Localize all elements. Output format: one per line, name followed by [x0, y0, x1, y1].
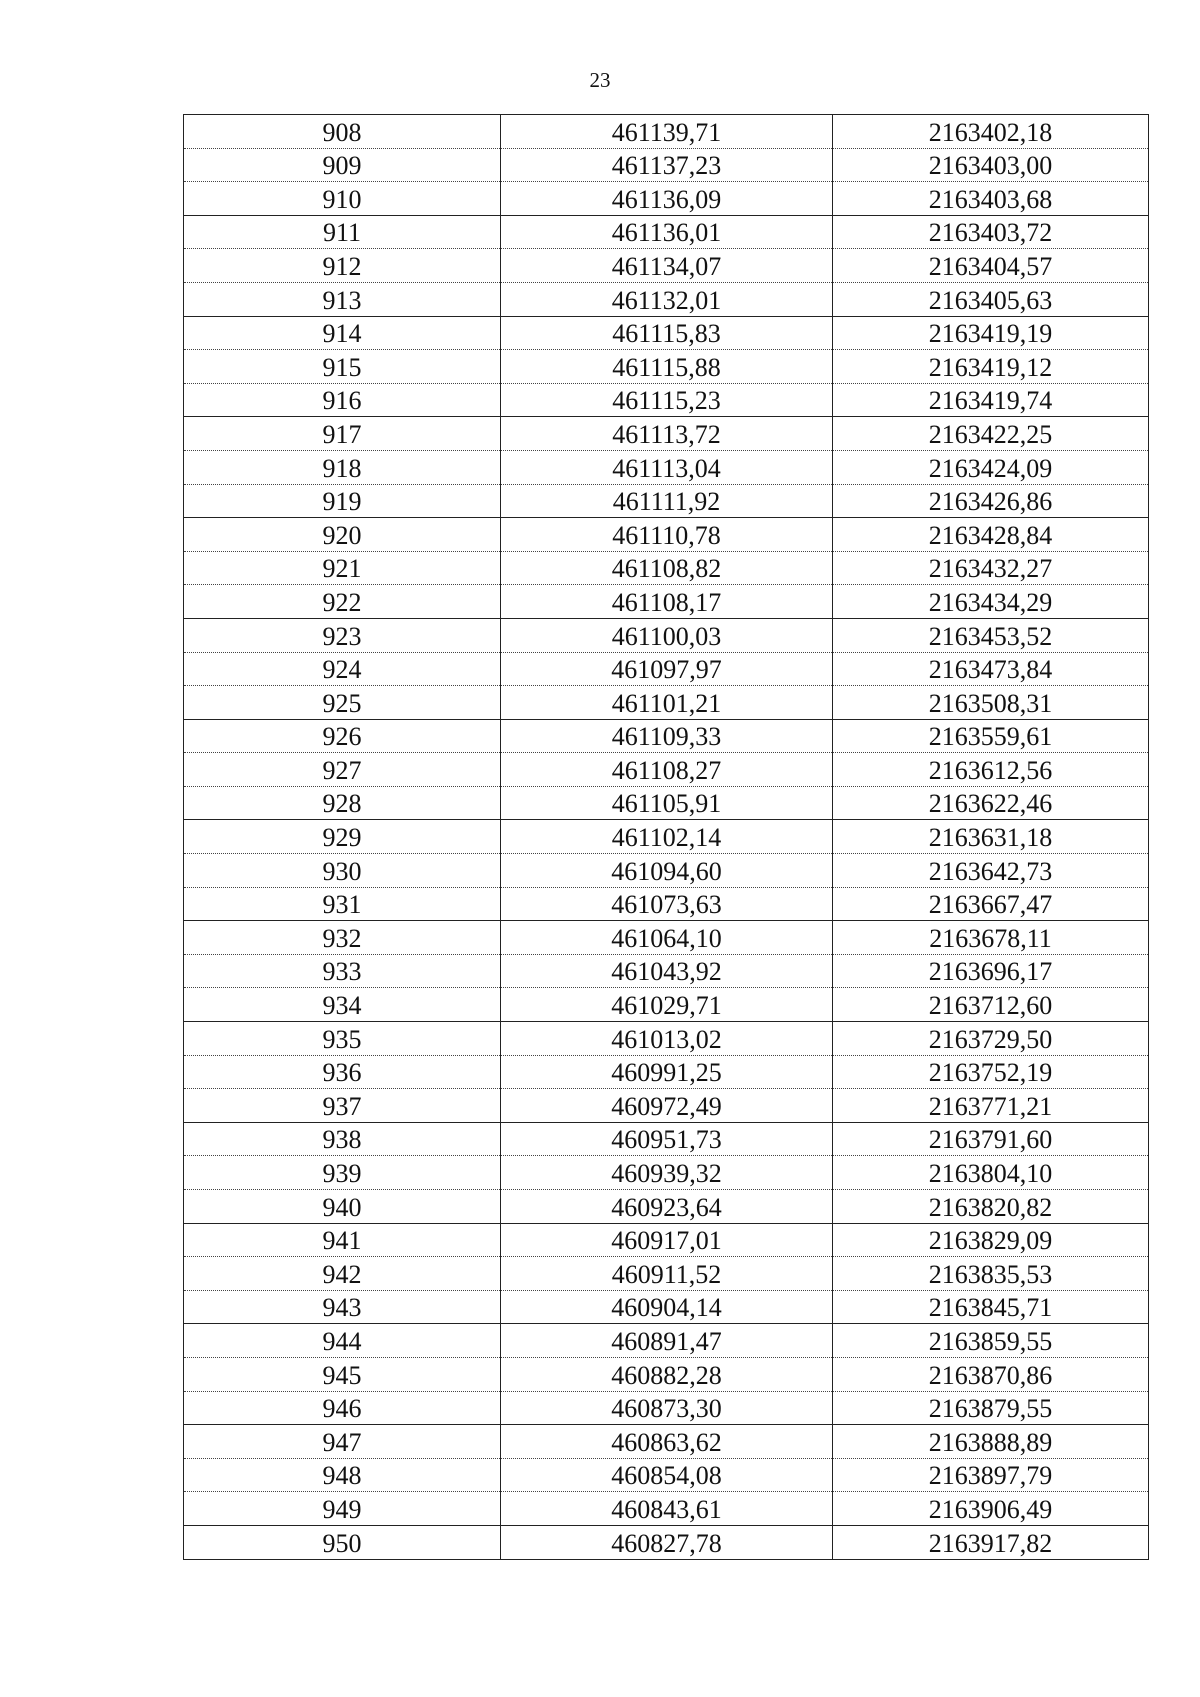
- table-row: [184, 1156, 1149, 1190]
- y-coordinate-cell: 2163804,10: [833, 1156, 1149, 1190]
- y-coordinate-cell: 2163453,52: [833, 618, 1149, 652]
- point-number-cell: 945: [184, 1357, 501, 1391]
- point-number-cell: 913: [184, 282, 501, 316]
- table-row: [184, 1525, 1149, 1559]
- y-coordinate-cell: 2163559,61: [833, 719, 1149, 753]
- x-coordinate-cell: 461108,82: [501, 551, 833, 585]
- table-row: [184, 786, 1149, 820]
- point-number-cell: 923: [184, 618, 501, 652]
- table-row: [184, 1425, 1149, 1459]
- table-row: [184, 1324, 1149, 1358]
- point-number-cell: 932: [184, 921, 501, 955]
- point-number-cell: 920: [184, 518, 501, 552]
- table-row: [184, 753, 1149, 787]
- y-coordinate-cell: 2163829,09: [833, 1223, 1149, 1257]
- table-row: [184, 921, 1149, 955]
- y-coordinate-cell: 2163422,25: [833, 417, 1149, 451]
- table-row: [184, 1257, 1149, 1291]
- y-coordinate-cell: 2163696,17: [833, 954, 1149, 988]
- y-coordinate-cell: 2163906,49: [833, 1492, 1149, 1526]
- x-coordinate-cell: 461115,83: [501, 316, 833, 350]
- y-coordinate-cell: 2163859,55: [833, 1324, 1149, 1358]
- x-coordinate-cell: 461101,21: [501, 686, 833, 720]
- x-coordinate-cell: 461108,17: [501, 585, 833, 619]
- x-coordinate-cell: 461013,02: [501, 1022, 833, 1056]
- point-number-cell: 908: [184, 115, 501, 149]
- table-row: [184, 518, 1149, 552]
- y-coordinate-cell: 2163820,82: [833, 1190, 1149, 1224]
- table-row: [184, 1190, 1149, 1224]
- x-coordinate-cell: 461132,01: [501, 282, 833, 316]
- point-number-cell: 949: [184, 1492, 501, 1526]
- y-coordinate-cell: 2163897,79: [833, 1458, 1149, 1492]
- y-coordinate-cell: 2163473,84: [833, 652, 1149, 686]
- x-coordinate-cell: 461097,97: [501, 652, 833, 686]
- point-number-cell: 922: [184, 585, 501, 619]
- y-coordinate-cell: 2163622,46: [833, 786, 1149, 820]
- table-row: [184, 417, 1149, 451]
- point-number-cell: 943: [184, 1290, 501, 1324]
- y-coordinate-cell: 2163419,12: [833, 350, 1149, 384]
- point-number-cell: 912: [184, 249, 501, 283]
- y-coordinate-cell: 2163434,29: [833, 585, 1149, 619]
- point-number-cell: 916: [184, 383, 501, 417]
- table-row: [184, 383, 1149, 417]
- coordinates-table: [183, 114, 1149, 1560]
- point-number-cell: 947: [184, 1425, 501, 1459]
- x-coordinate-cell: 461113,72: [501, 417, 833, 451]
- point-number-cell: 939: [184, 1156, 501, 1190]
- x-coordinate-cell: 461073,63: [501, 887, 833, 921]
- x-coordinate-cell: 460827,78: [501, 1525, 833, 1559]
- y-coordinate-cell: 2163845,71: [833, 1290, 1149, 1324]
- x-coordinate-cell: 461110,78: [501, 518, 833, 552]
- point-number-cell: 950: [184, 1525, 501, 1559]
- point-number-cell: 946: [184, 1391, 501, 1425]
- x-coordinate-cell: 461102,14: [501, 820, 833, 854]
- x-coordinate-cell: 461113,04: [501, 450, 833, 484]
- y-coordinate-cell: 2163426,86: [833, 484, 1149, 518]
- point-number-cell: 930: [184, 854, 501, 888]
- point-number-cell: 911: [184, 215, 501, 249]
- x-coordinate-cell: 461136,09: [501, 182, 833, 216]
- table-row: [184, 551, 1149, 585]
- table-row: [184, 854, 1149, 888]
- table-row: [184, 652, 1149, 686]
- y-coordinate-cell: 2163403,00: [833, 148, 1149, 182]
- y-coordinate-cell: 2163888,89: [833, 1425, 1149, 1459]
- table-row: [184, 1458, 1149, 1492]
- point-number-cell: 910: [184, 182, 501, 216]
- point-number-cell: 921: [184, 551, 501, 585]
- point-number-cell: 926: [184, 719, 501, 753]
- table-row: [184, 887, 1149, 921]
- table-row: [184, 1357, 1149, 1391]
- x-coordinate-cell: 461115,23: [501, 383, 833, 417]
- x-coordinate-cell: 460939,32: [501, 1156, 833, 1190]
- y-coordinate-cell: 2163424,09: [833, 450, 1149, 484]
- x-coordinate-cell: 461134,07: [501, 249, 833, 283]
- point-number-cell: 938: [184, 1122, 501, 1156]
- point-number-cell: 940: [184, 1190, 501, 1224]
- y-coordinate-cell: 2163612,56: [833, 753, 1149, 787]
- x-coordinate-cell: 460923,64: [501, 1190, 833, 1224]
- y-coordinate-cell: 2163678,11: [833, 921, 1149, 955]
- table-row: [184, 686, 1149, 720]
- y-coordinate-cell: 2163667,47: [833, 887, 1149, 921]
- y-coordinate-cell: 2163771,21: [833, 1089, 1149, 1123]
- point-number-cell: 931: [184, 887, 501, 921]
- table-row: [184, 350, 1149, 384]
- table-row: [184, 115, 1149, 149]
- point-number-cell: 934: [184, 988, 501, 1022]
- table-row: [184, 316, 1149, 350]
- y-coordinate-cell: 2163403,68: [833, 182, 1149, 216]
- table-row: [184, 1223, 1149, 1257]
- y-coordinate-cell: 2163631,18: [833, 820, 1149, 854]
- x-coordinate-cell: 460972,49: [501, 1089, 833, 1123]
- x-coordinate-cell: 460843,61: [501, 1492, 833, 1526]
- y-coordinate-cell: 2163712,60: [833, 988, 1149, 1022]
- point-number-cell: 928: [184, 786, 501, 820]
- point-number-cell: 935: [184, 1022, 501, 1056]
- x-coordinate-cell: 461064,10: [501, 921, 833, 955]
- table-row: [184, 1022, 1149, 1056]
- table-row: [184, 585, 1149, 619]
- x-coordinate-cell: 460991,25: [501, 1055, 833, 1089]
- point-number-cell: 948: [184, 1458, 501, 1492]
- point-number-cell: 924: [184, 652, 501, 686]
- table-row: [184, 988, 1149, 1022]
- point-number-cell: 919: [184, 484, 501, 518]
- x-coordinate-cell: 461094,60: [501, 854, 833, 888]
- x-coordinate-cell: 461043,92: [501, 954, 833, 988]
- y-coordinate-cell: 2163419,74: [833, 383, 1149, 417]
- x-coordinate-cell: 461100,03: [501, 618, 833, 652]
- table-row: [184, 148, 1149, 182]
- x-coordinate-cell: 461111,92: [501, 484, 833, 518]
- y-coordinate-cell: 2163402,18: [833, 115, 1149, 149]
- table-row: [184, 719, 1149, 753]
- point-number-cell: 918: [184, 450, 501, 484]
- x-coordinate-cell: 460863,62: [501, 1425, 833, 1459]
- point-number-cell: 927: [184, 753, 501, 787]
- table-row: [184, 1122, 1149, 1156]
- point-number-cell: 914: [184, 316, 501, 350]
- x-coordinate-cell: 461139,71: [501, 115, 833, 149]
- point-number-cell: 944: [184, 1324, 501, 1358]
- table-row: [184, 1492, 1149, 1526]
- x-coordinate-cell: 460904,14: [501, 1290, 833, 1324]
- y-coordinate-cell: 2163419,19: [833, 316, 1149, 350]
- x-coordinate-cell: 461105,91: [501, 786, 833, 820]
- point-number-cell: 929: [184, 820, 501, 854]
- x-coordinate-cell: 460917,01: [501, 1223, 833, 1257]
- y-coordinate-cell: 2163870,86: [833, 1357, 1149, 1391]
- page-number: 23: [589, 68, 611, 92]
- point-number-cell: 933: [184, 954, 501, 988]
- point-number-cell: 937: [184, 1089, 501, 1123]
- table-row: [184, 484, 1149, 518]
- table-row: [184, 1391, 1149, 1425]
- x-coordinate-cell: 460854,08: [501, 1458, 833, 1492]
- x-coordinate-cell: 461115,88: [501, 350, 833, 384]
- y-coordinate-cell: 2163404,57: [833, 249, 1149, 283]
- y-coordinate-cell: 2163432,27: [833, 551, 1149, 585]
- table-row: [184, 1089, 1149, 1123]
- y-coordinate-cell: 2163403,72: [833, 215, 1149, 249]
- table-row: [184, 215, 1149, 249]
- y-coordinate-cell: 2163791,60: [833, 1122, 1149, 1156]
- y-coordinate-cell: 2163917,82: [833, 1525, 1149, 1559]
- coordinates-table-body: [184, 115, 1149, 1560]
- table-row: [184, 249, 1149, 283]
- y-coordinate-cell: 2163642,73: [833, 854, 1149, 888]
- point-number-cell: 936: [184, 1055, 501, 1089]
- x-coordinate-cell: 460911,52: [501, 1257, 833, 1291]
- x-coordinate-cell: 460891,47: [501, 1324, 833, 1358]
- x-coordinate-cell: 461137,23: [501, 148, 833, 182]
- table-row: [184, 618, 1149, 652]
- point-number-cell: 915: [184, 350, 501, 384]
- table-row: [184, 1290, 1149, 1324]
- table-row: [184, 954, 1149, 988]
- table-row: [184, 450, 1149, 484]
- point-number-cell: 941: [184, 1223, 501, 1257]
- y-coordinate-cell: 2163835,53: [833, 1257, 1149, 1291]
- y-coordinate-cell: 2163405,63: [833, 282, 1149, 316]
- x-coordinate-cell: 461136,01: [501, 215, 833, 249]
- point-number-cell: 917: [184, 417, 501, 451]
- point-number-cell: 942: [184, 1257, 501, 1291]
- x-coordinate-cell: 461108,27: [501, 753, 833, 787]
- y-coordinate-cell: 2163879,55: [833, 1391, 1149, 1425]
- table-row: [184, 282, 1149, 316]
- x-coordinate-cell: 460882,28: [501, 1357, 833, 1391]
- x-coordinate-cell: 460951,73: [501, 1122, 833, 1156]
- y-coordinate-cell: 2163729,50: [833, 1022, 1149, 1056]
- point-number-cell: 925: [184, 686, 501, 720]
- point-number-cell: 909: [184, 148, 501, 182]
- x-coordinate-cell: 461109,33: [501, 719, 833, 753]
- y-coordinate-cell: 2163752,19: [833, 1055, 1149, 1089]
- table-row: [184, 1055, 1149, 1089]
- x-coordinate-cell: 461029,71: [501, 988, 833, 1022]
- table-row: [184, 182, 1149, 216]
- table-row: [184, 820, 1149, 854]
- y-coordinate-cell: 2163428,84: [833, 518, 1149, 552]
- x-coordinate-cell: 460873,30: [501, 1391, 833, 1425]
- y-coordinate-cell: 2163508,31: [833, 686, 1149, 720]
